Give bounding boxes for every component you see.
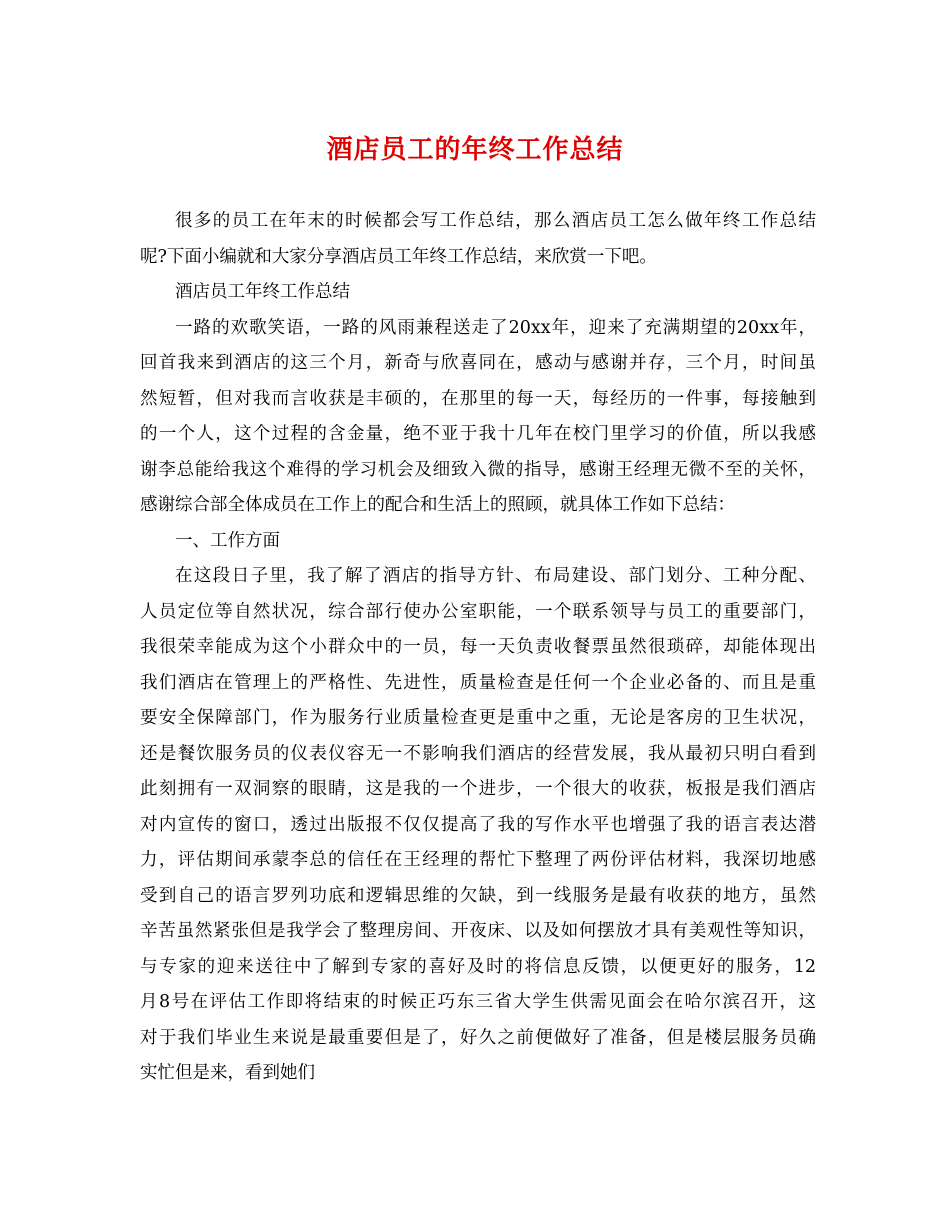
text-line: 在这段日子里，我了解了酒店的指导方针、布局建设、部门划分、工种分配、 [175,566,816,586]
document-title: 酒店员工的年终工作总结 [326,135,624,165]
text-line: 月8号在评估工作即将结束的时候正巧东三省大学生供需见面会在哈尔滨召开，这 [140,992,816,1012]
text-line: 对内宣传的窗口，透过出版报不仅仅提高了我的写作水平也增强了我的语言表达潜 [140,814,816,835]
section-subtitle: 酒店员工年终工作总结 [175,282,350,302]
text-line: 受到自己的语言罗列功底和逻辑思维的欠缺，到一线服务是最有收获的地方，虽然 [140,885,816,906]
text-line: 呢?下面小编就和大家分享酒店员工年终工作总结，来欣赏一下吧。 [140,246,657,267]
text-line: 一路的欢歌笑语，一路的风雨兼程送走了20xx年，迎来了充满期望的20xx年， [175,317,816,338]
text-line: 然短暂，但对我而言收获是丰硕的，在那里的每一天，每经历的一件事，每接触到 [140,388,816,409]
text-line: 我很荣幸能成为这个小群众中的一员，每一天负责收餐票虽然很琐碎，却能体现出 [140,637,816,657]
text-line: 实忙但是来，看到她们 [140,1063,315,1083]
section-heading: 一、工作方面 [175,530,280,551]
text-line: 人员定位等自然状况，综合部行使办公室职能，一个联系领导与员工的重要部门， [140,601,816,622]
text-line: 要安全保障部门，作为服务行业质量检查更是重中之重，无论是客房的卫生状况， [140,708,816,728]
text-line: 回首我来到酒店的这三个月，新奇与欣喜同在，感动与感谢并存，三个月，时间虽 [140,353,816,373]
text-line: 对于我们毕业生来说是最重要但是了，好久之前便做好了准备，但是楼层服务员确 [140,1027,816,1048]
text-line: 的一个人，这个过程的含金量，绝不亚于我十几年在校门里学习的价值，所以我感 [140,424,816,444]
text-line: 与专家的迎来送往中了解到专家的喜好及时的将信息反馈，以便更好的服务，12 [140,956,816,977]
text-line: 我们酒店在管理上的严格性、先进性，质量检查是任何一个企业必备的、而且是重 [140,672,816,693]
text-line: 辛苦虽然紧张但是我学会了整理房间、开夜床、以及如何摆放才具有美观性等知识， [140,921,816,941]
text-line: 还是餐饮服务员的仪表仪容无一不影响我们酒店的经营发展，我从最初只明白看到 [140,743,816,764]
text-line: 力，评估期间承蒙李总的信任在王经理的帮忙下整理了两份评估材料，我深切地感 [140,850,816,870]
text-line: 谢李总能给我这个难得的学习机会及细致入微的指导，感谢王经理无微不至的关怀， [140,459,816,480]
text-line: 很多的员工在年末的时候都会写工作总结，那么酒店员工怎么做年终工作总结 [175,211,816,231]
text-line: 感谢综合部全体成员在工作上的配合和生活上的照顾，就具体工作如下总结： [140,495,735,515]
document-body [140,204,816,1092]
text-line: 此刻拥有一双洞察的眼睛，这是我的一个进步，一个很大的收获，板报是我们酒店 [140,779,816,799]
